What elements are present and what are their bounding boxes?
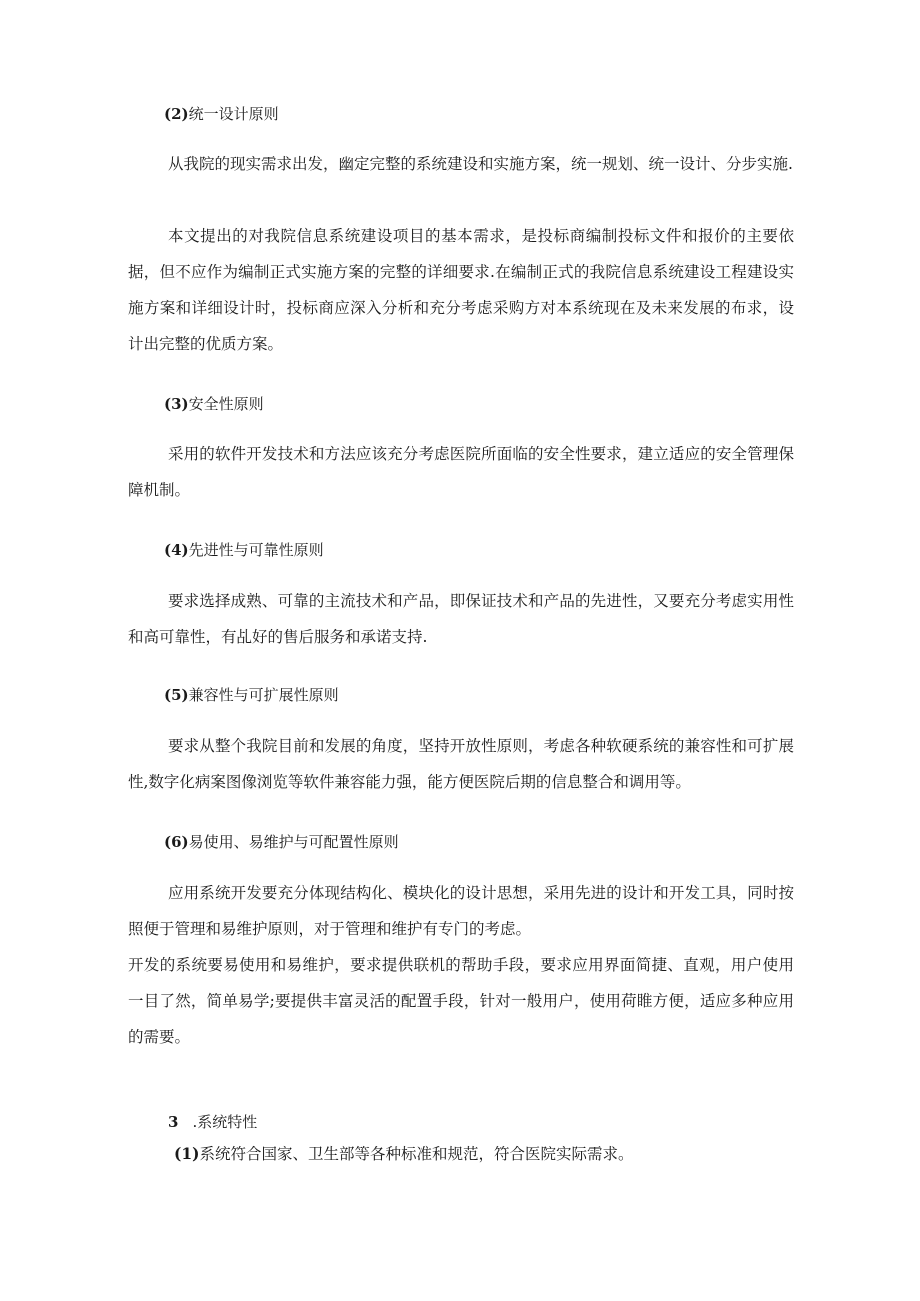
section-heading-4: [164, 540, 324, 560]
paragraph: 应用系统开发要充分体现结构化、模块化的设计思想，采用先进的设计和开发工具，同时按照便于管理和易维护原则，对于管理和维护有专门的考虑。: [128, 884, 794, 938]
chapter-heading-3: [168, 1112, 257, 1132]
feature-item-1: [174, 1144, 633, 1164]
paragraph: 开发的系统要易使用和易维护，要求提供联机的帮助手段，要求应用界面简捷、直观，用户使用一目了然，简单易学;要提供丰富灵活的配置手段，针对一般用户，使用荷睢方便，适应多种应用的需要。: [128, 956, 794, 1046]
section-number: (5): [164, 686, 189, 704]
paragraph: 要求从整个我院目前和发展的角度，坚持开放性原则，考虑各种软硬系统的兼容性和可扩展性,数字化病案图像浏览等软件兼容能力强，能方便医院后期的信息整合和调用等。: [128, 737, 794, 791]
section-title: 兼容性与可扩展性原则: [188, 686, 339, 704]
chapter-title: .系统特性: [192, 1113, 258, 1131]
section-number: (6): [164, 833, 189, 851]
paragraph: 要求选择成熟、可靠的主流技术和产品，即保证技术和产品的先进性，又要充分考虑实用性和高可靠性，有乩好的售后服务和承诺支持.: [128, 592, 794, 646]
section-heading-3: [164, 394, 264, 414]
paragraph: 本文提出的对我院信息系统建设项目的基本需求，是投标商编制投标文件和报价的主要依据，但不应作为编制正式实施方案的完整的详细要求.在编制正式的我院信息系统建设工程建设实施方案和详细设计时，投标商应深入分析和充分考虑采购方对本系统现在及未来发展的布求，设计出完整的优质方案。: [128, 227, 794, 353]
section-heading-2: [164, 104, 279, 124]
chapter-number: 3: [168, 1113, 179, 1131]
paragraph: 从我院的现实需求出发，幽定完整的系统建设和实施方案，统一规划、统一设计、分步实施.: [168, 155, 793, 173]
section-number: (4): [164, 541, 189, 559]
section-number: (3): [164, 395, 189, 413]
section-title: 安全性原则: [188, 395, 264, 413]
section-title: 先进性与可靠性原则: [188, 541, 324, 559]
feature-number: (1): [174, 1144, 200, 1163]
feature-text: 系统符合国家、卫生部等各种标准和规范，符合医院实际需求。: [199, 1145, 634, 1163]
section-number: (2): [164, 105, 189, 123]
section-heading-6: [164, 832, 399, 852]
section-heading-5: [164, 685, 339, 705]
section-title: 易使用、易维护与可配置性原则: [188, 833, 399, 851]
paragraph: 采用的软件开发技术和方法应该充分考虑医院所面临的安全性要求，建立适应的安全管理保障机制。: [128, 445, 794, 499]
section-title: 统一设计原则: [188, 105, 279, 123]
